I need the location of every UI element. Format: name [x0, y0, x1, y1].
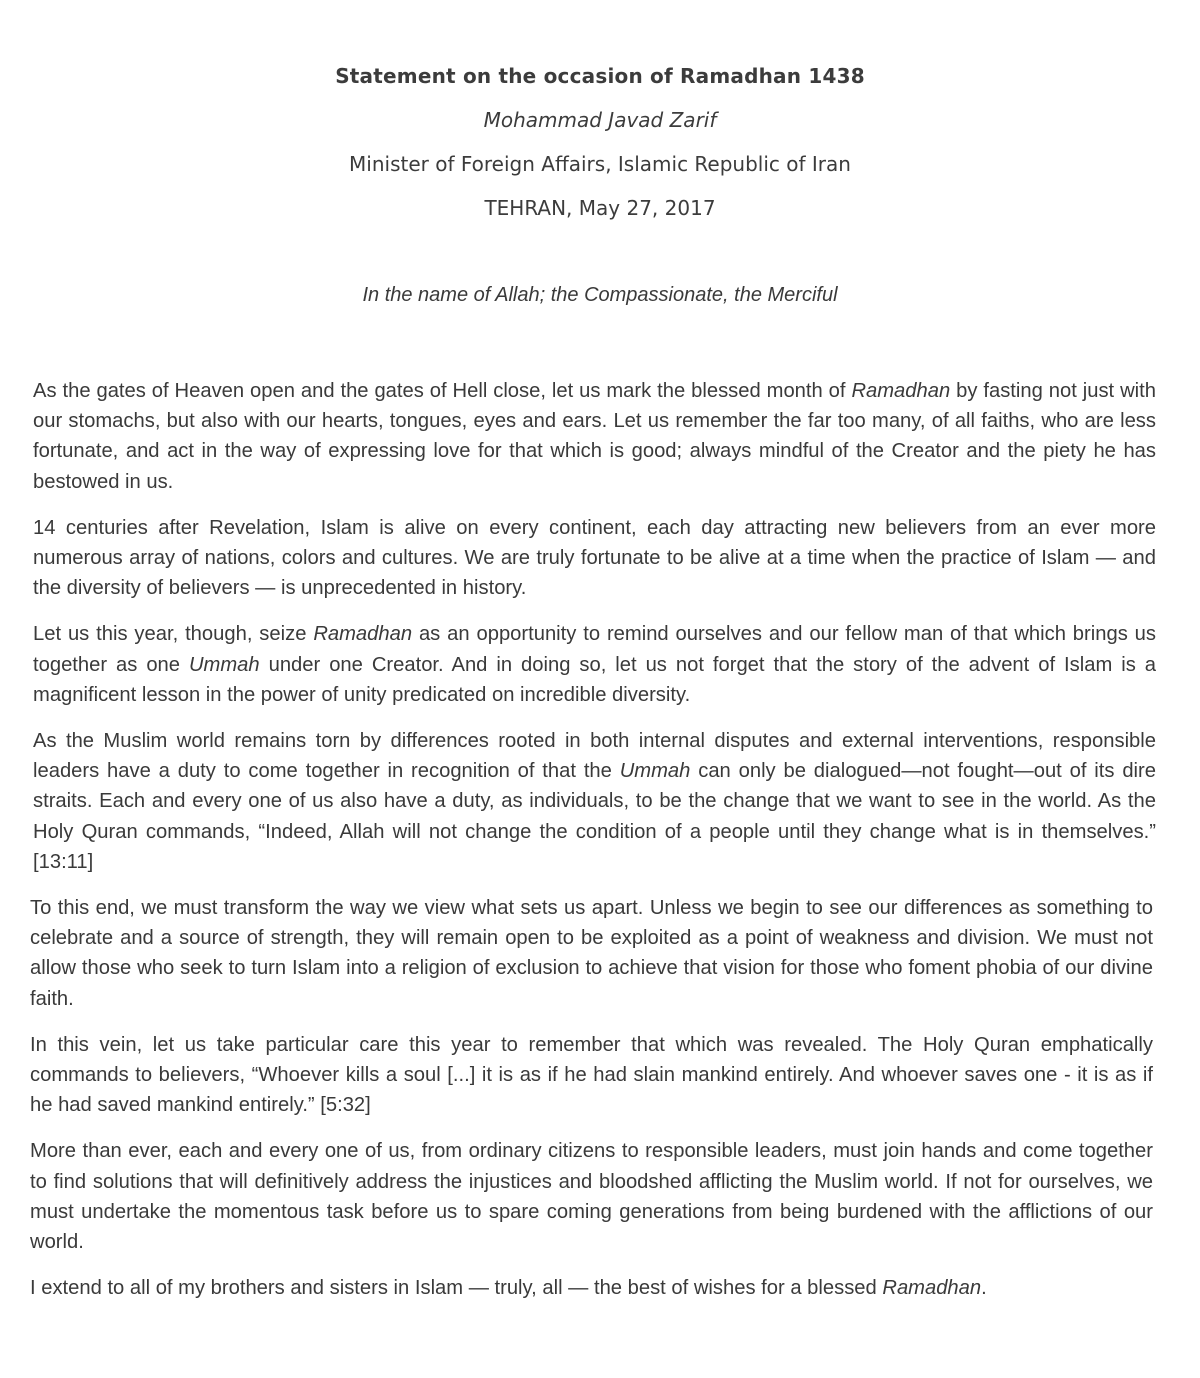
paragraph-text: by fasting not just with our stomachs, but also with our hearts, tongues, eyes and ears. Let us remember the far too many, of all faiths, who are less fortunate, and act in the way of expressing love for that which is good; always mindful of the Creator and the piety he has bestowed in us. — [33, 380, 1156, 493]
emphasis: Ramadhan — [882, 1277, 982, 1300]
paragraph-text: More than ever, each and every one of us, from ordinary citizens to responsible leaders, must join hands and come together to find solutions that will definitively address the injustices and bloodshed afflicting the Muslim world. If not for ourselves, we must undertake the momentous task before us to spare coming generations from being burdened with the afflictions of our world. — [30, 1140, 1153, 1254]
emphasis: Ramadhan — [851, 380, 951, 402]
paragraph-4 — [33, 726, 1156, 877]
paragraph-8 — [30, 1273, 1153, 1303]
paragraph-text: under one Creator. And in doing so, let us not forget that the story of the advent of Islam is a magnificent lesson in the power of unity predicated on incredible diversity. — [33, 653, 1156, 706]
paragraph-text: can only be dialogued—not fought—out of its dire straits. Each and every one of us also have a duty, as individuals, to be the change that we want to see in the world. As the Holy Quran commands, “Indeed, Allah will not change the condition of a people until they change what is in themselves.” [13:11] — [33, 760, 1156, 873]
paragraph-text: As the Muslim world remains torn by differences rooted in both internal disputes and external interventions, responsible leaders have a duty to come together in recognition of that the — [33, 730, 1156, 783]
paragraph-7 — [30, 1136, 1153, 1257]
paragraph-6 — [30, 1030, 1153, 1121]
emphasis: Ummah — [619, 760, 691, 783]
dateline: TEHRAN, May 27, 2017 — [484, 196, 716, 220]
paragraph-5 — [30, 893, 1153, 1014]
paragraph-1 — [33, 376, 1156, 497]
author-name: Mohammad Javad Zarif — [483, 108, 717, 132]
statement-body — [30, 376, 1156, 1319]
paragraph-text: I extend to all of my brothers and sisters in Islam — truly, all — the best of wishes for a blessed — [30, 1277, 883, 1300]
paragraph-text: To this end, we must transform the way we view what sets us apart. Unless we begin to see our differences as something to celebrate and a source of strength, they will remain open to be exploited as a point of weakness and division. We must not allow those who seek to turn Islam into a religion of exclusion to achieve that vision for those who foment phobia of our divine faith. — [30, 897, 1153, 1010]
author-role: Minister of Foreign Affairs, Islamic Republic of Iran — [349, 152, 851, 176]
emphasis: Ummah — [188, 653, 260, 676]
paragraph-text: Let us this year, though, seize — [33, 623, 314, 646]
emphasis: Ramadhan — [313, 623, 413, 646]
paragraph-2 — [33, 513, 1156, 604]
page-title: Statement on the occasion of Ramadhan 1438 — [335, 64, 865, 88]
paragraph-text: . — [981, 1277, 987, 1300]
paragraph-text: as an opportunity to remind ourselves and our fellow man of that which brings us together as one — [33, 623, 1156, 676]
paragraph-text: As the gates of Heaven open and the gates of Hell close, let us mark the blessed month of — [33, 380, 852, 402]
paragraph-3 — [33, 619, 1156, 710]
invocation: In the name of Allah; the Compassionate, the Merciful — [362, 284, 838, 306]
paragraph-text: 14 centuries after Revelation, Islam is alive on every continent, each day attracting new believers from an ever more numerous array of nations, colors and cultures. We are truly fortunate to be alive at a time when the practice of Islam — and the diversity of believers — is unprecedented in history. — [33, 516, 1156, 600]
paragraph-text: In this vein, let us take particular care this year to remember that which was revealed. The Holy Quran emphatically commands to believers, “Whoever kills a soul [...] it is as if he had slain mankind entirely. And whoever saves one - it is as if he had saved mankind entirely.” [5:32] — [30, 1033, 1153, 1117]
